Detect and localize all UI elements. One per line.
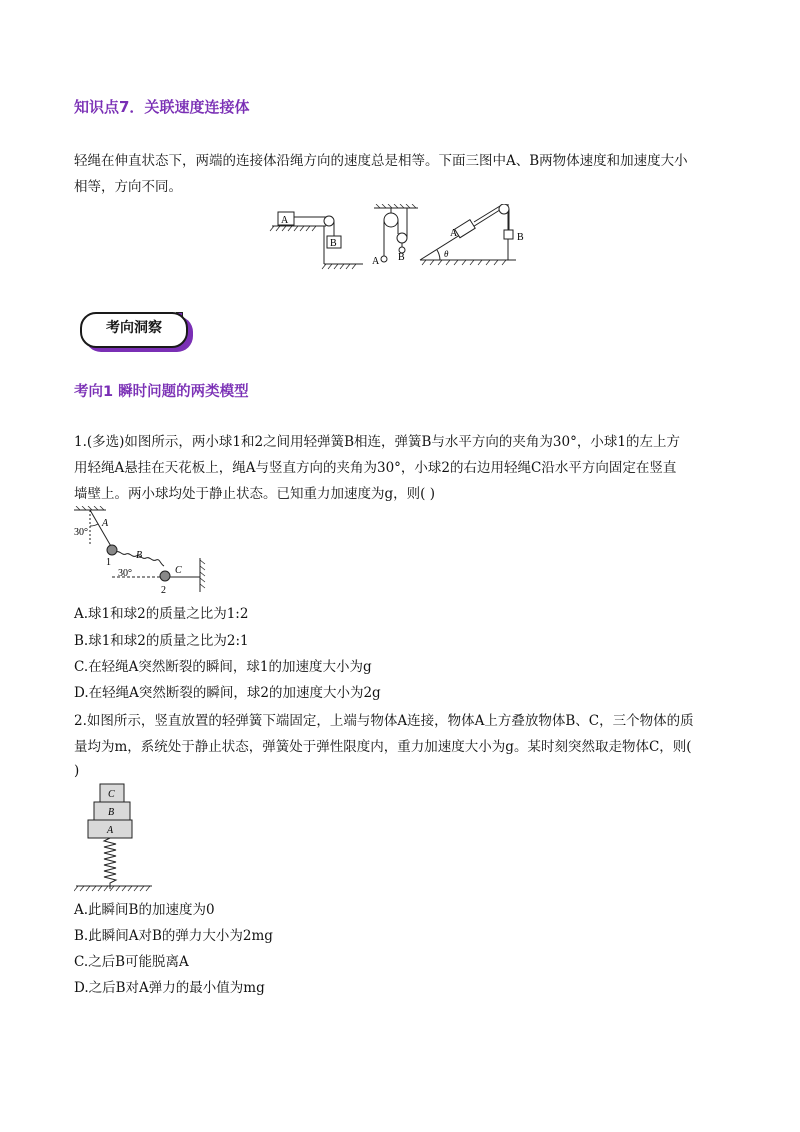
q2-option-d: D.之后B对A弹力的最小值为mg — [74, 980, 265, 996]
fig3-label-b: B — [517, 232, 524, 243]
q1-text-line1: 1.(多选)如图所示，两小球1和2之间用轻弹簧B相连，弹簧B与水平方向的夹角为30°，小球1的左上方 — [74, 434, 680, 450]
fig2-label-b: B — [398, 252, 405, 263]
fig2-label-a: A — [372, 256, 380, 267]
fig3-label-a: A — [450, 228, 458, 239]
q1-fig-spring-b: B — [136, 550, 143, 561]
q1-fig-angle1: 30° — [74, 527, 88, 538]
q1-option-c: C.在轻绳A突然断裂的瞬间，球1的加速度大小为g — [74, 659, 372, 675]
q1-text-line2: 用轻绳A悬挂在天花板上，绳A与竖直方向的夹角为30°，小球2的右边用轻绳C沿水平方向固定在竖直 — [74, 460, 677, 476]
q2-text-line2: 量均为m，系统处于静止状态，弹簧处于弹性限度内，重力加速度大小为g。某时刻突然取走物体C，则( — [74, 739, 692, 755]
knowledge-point-text-line1: 轻绳在伸直状态下，两端的连接体沿绳方向的速度总是相等。下面三图中A、B两物体速度和加速度大小 — [74, 153, 688, 169]
q1-fig-angle2: 30° — [118, 568, 132, 579]
q1-text-line3: 墙壁上。两小球均处于静止状态。已知重力加速度为g，则( ) — [74, 486, 435, 502]
q2-fig-block-a: A — [107, 825, 114, 836]
fig1-label-b: B — [330, 238, 337, 249]
q1-fig-ball2-label: 2 — [161, 585, 166, 596]
incline-pulley-figure — [420, 204, 516, 265]
q2-option-b: B.此瞬间A对B的弹力大小为2mg — [74, 928, 273, 944]
q2-stacked-blocks-figure — [74, 782, 158, 894]
q2-text-line1: 2.如图所示，竖直放置的轻弹簧下端固定，上端与物体A连接，物体A上方叠放物体B、C，三个物体的质 — [74, 713, 694, 729]
q1-option-d: D.在轻绳A突然断裂的瞬间，球2的加速度大小为2g — [74, 685, 381, 701]
q1-fig-ball1-label: 1 — [106, 557, 111, 568]
q2-fig-block-b: B — [108, 807, 115, 818]
fig1-label-a: A — [281, 215, 289, 226]
ball-2 — [160, 571, 170, 581]
connected-bodies-figure — [268, 204, 528, 270]
double-pulley-figure — [374, 204, 418, 262]
q2-text-line3: ) — [74, 763, 80, 779]
q1-option-b: B.球1和球2的质量之比为2:1 — [74, 633, 249, 649]
fig3-label-theta: θ — [444, 249, 449, 259]
q2-option-a: A.此瞬间B的加速度为0 — [74, 902, 215, 918]
section-badge — [80, 306, 188, 346]
q1-fig-rope-c: C — [175, 565, 182, 576]
knowledge-point-text-line2: 相等，方向不同。 — [74, 179, 182, 195]
q1-option-a: A.球1和球2的质量之比为1:2 — [74, 606, 249, 622]
q1-fig-rope-a: A — [102, 518, 109, 529]
q2-fig-block-c: C — [108, 789, 115, 800]
badge-label: 考向洞察 — [106, 320, 162, 336]
knowledge-point-title: 知识点7．关联速度连接体 — [74, 98, 250, 116]
section-title: 考向1 瞬时问题的两类模型 — [74, 384, 249, 400]
ball-1 — [107, 545, 117, 555]
q2-option-c: C.之后B可能脱离A — [74, 954, 189, 970]
q1-spring-balls-figure — [72, 506, 212, 596]
